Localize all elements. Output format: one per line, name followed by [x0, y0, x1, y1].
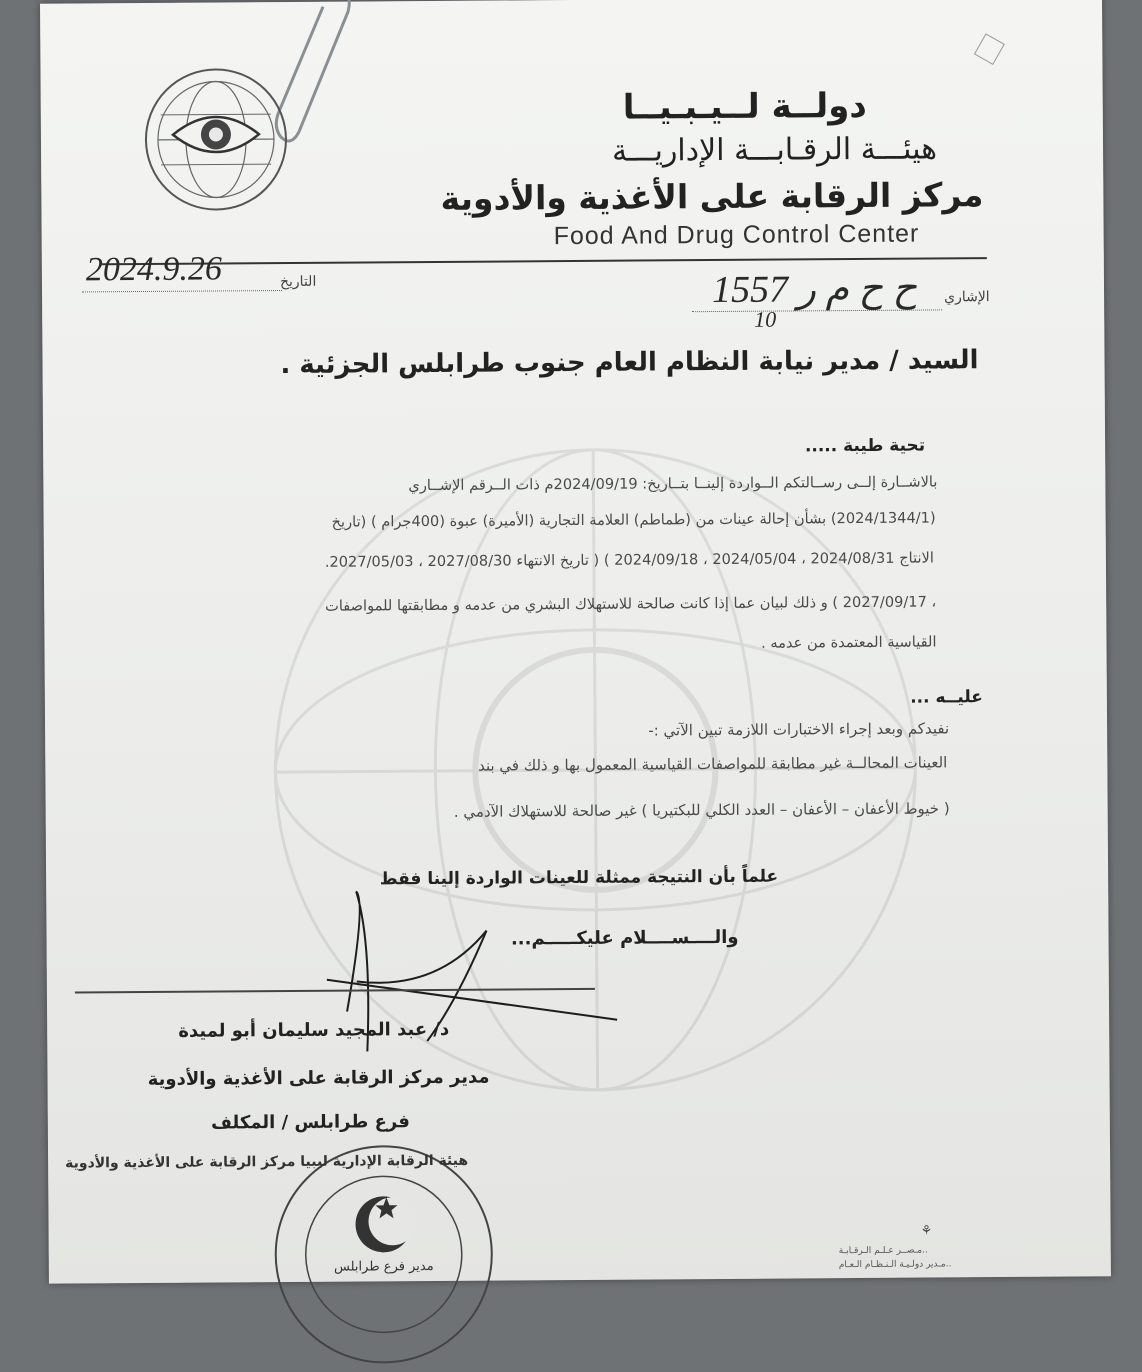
- stamp-ring-text: هيئة الرقابة الإدارية ليبيا مركز الرقابة على الأغذية والأدوية: [65, 1152, 469, 1172]
- signatory-title: مدير مركز الرقابة على الأغذية والأدوية: [147, 1066, 490, 1090]
- results-line-2: العينات المحالــة غير مطابقة للمواصفات القياسية المعمول بها و ذلك في بند: [477, 753, 948, 775]
- logo-seal-icon: [140, 64, 291, 215]
- document-page: [40, 0, 1111, 1284]
- reference-value: 1557 ح ح م ر: [711, 267, 918, 312]
- body-line-3: الانتاج 2024/08/31 ، 2024/05/04 ، 2024/09/18 ) ( تاريخ الانتهاء 2027/08/30 ، 2027/05/03.: [324, 549, 934, 571]
- results-note: علماً بأن النتيجة ممثلة للعينات الواردة إلينا فقط: [379, 866, 779, 890]
- body-line-1: بالاشــارة إلــى رســالتكم الــواردة إلينــا بتــاريخ: 2024/09/19م ذات الــرقم الإشــاري: [408, 473, 938, 495]
- date-value: 2024.9.26: [85, 250, 222, 289]
- greeting: تحية طيبة .....: [804, 435, 926, 457]
- alayhi-heading: عليــه ...: [910, 687, 983, 708]
- signatory-name: د/ عبد المجيد سليمان أبو لميدة: [178, 1018, 450, 1042]
- header-center-english: Food And Drug Control Center: [553, 219, 920, 251]
- official-stamp: [65, 1139, 500, 1371]
- results-line-1: نفيدكم وبعد إجراء الاختبارات اللازمة تبين الآتي :-: [648, 719, 950, 740]
- date-label: التاريخ: [279, 273, 317, 291]
- header-divider: [102, 257, 987, 265]
- footer-line-2: ..مـدير دولـيـة الـنـظـام الـعـام: [838, 1259, 952, 1271]
- body-line-5: القياسية المعتمدة من عدمه .: [760, 633, 937, 652]
- header-center-arabic: مركز الرقابة على الأغذية والأدوية: [440, 175, 984, 218]
- header-authority: هيئـــة الرقـابـــة الإداريـــة: [611, 131, 938, 169]
- stamp-inner-text: مدير فرع طرابلس: [333, 1258, 434, 1275]
- reference-sub-value: 10: [754, 306, 777, 332]
- date-underline: [82, 290, 282, 292]
- addressee: السيد / مدير نيابة النظام العام جنوب طرابلس الجزئية .: [280, 345, 979, 381]
- footer-line-1: ..مـصــر عـلـم الـرقـابـة: [838, 1245, 928, 1257]
- header-state: دولــة لــيـبـيــا: [622, 85, 867, 128]
- body-line-4: ، 2027/09/17 ) و ذلك لبيان عما إذا كانت صالحة للاستهلاك البشري من عدمه و مطابقتها للمواصفات: [325, 593, 937, 615]
- footer-mark-icon: ⚘: [920, 1223, 933, 1239]
- body-line-2: (2024/1344/1) بشأن إحالة عينات من (طماطم) العلامة التجارية (الأميرة) عبوة (400جرام ) (تاريخ: [331, 509, 936, 531]
- signatory-branch: فرع طرابلس / المكلف: [210, 1111, 410, 1134]
- closing-salutation: والــــســــلام عليكـــــم...: [510, 926, 739, 950]
- corner-mark: [974, 33, 1005, 65]
- results-line-3: ( خيوط الأعفان – الأعفان – العدد الكلي للبكتيريا ) غير صالحة للاستهلاك الآدمي .: [453, 799, 950, 821]
- reference-label: الإشاري: [944, 289, 990, 306]
